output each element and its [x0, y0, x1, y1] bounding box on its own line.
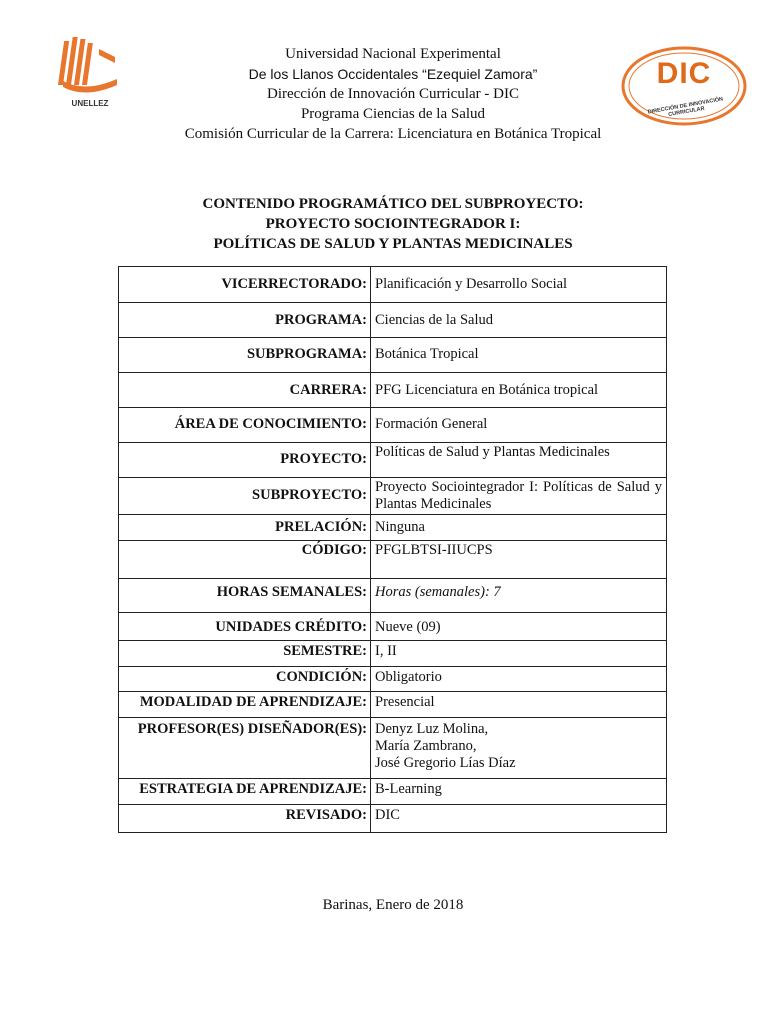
table-row	[119, 805, 667, 833]
row-value: PFG Licenciatura en Botánica tropical	[371, 373, 667, 408]
table-row	[119, 515, 667, 541]
table-row	[119, 267, 667, 303]
row-value: PFGLBTSI-IIUCPS	[371, 541, 667, 579]
row-key: VICERRECTORADO:	[119, 267, 371, 303]
table-row	[119, 779, 667, 805]
table-row	[119, 373, 667, 408]
table-row	[119, 338, 667, 373]
row-key: REVISADO:	[119, 805, 371, 833]
unellez-logo-text: UNELLEZ	[71, 99, 109, 108]
row-value: Horas (semanales): 7	[371, 579, 667, 613]
row-value: B-Learning	[371, 779, 667, 805]
header-line-programa: Programa Ciencias de la Salud	[300, 106, 486, 122]
row-key: MODALIDAD DE APRENDIZAJE:	[119, 692, 371, 718]
table-row	[119, 579, 667, 613]
row-value	[371, 718, 667, 779]
row-key: CARRERA:	[119, 373, 371, 408]
header-line-direccion: Dirección de Innovación Curricular - DIC	[267, 86, 519, 102]
row-value: Botánica Tropical	[371, 338, 667, 373]
table-row	[119, 443, 667, 478]
table-row	[119, 641, 667, 667]
row-key: PROGRAMA:	[119, 303, 371, 338]
row-key: ESTRATEGIA DE APRENDIZAJE:	[119, 779, 371, 805]
row-value: Obligatorio	[371, 667, 667, 692]
table-row	[119, 303, 667, 338]
row-value: Presencial	[371, 692, 667, 718]
place-date: Barinas, Enero de 2018	[322, 897, 464, 913]
row-key: SEMESTRE:	[119, 641, 371, 667]
header-line-comision: Comisión Curricular de la Carrera: Licenciatura en Botánica Tropical	[184, 126, 602, 142]
title-line-2: PROYECTO SOCIOINTEGRADOR I:	[265, 216, 521, 232]
table-row	[119, 667, 667, 692]
row-key: SUBPROGRAMA:	[119, 338, 371, 373]
designer-name: Denyz Luz Molina,	[375, 721, 489, 737]
dic-logo-text: DIC	[656, 57, 712, 90]
header-line-university: Universidad Nacional Experimental	[285, 46, 501, 62]
row-value: Planificación y Desarrollo Social	[371, 267, 667, 303]
designer-name: María Zambrano,	[375, 738, 477, 754]
row-value: Ninguna	[371, 515, 667, 541]
header-line-llanos: De los Llanos Occidentales “Ezequiel Zamora”	[248, 66, 538, 82]
row-value: Formación General	[371, 408, 667, 443]
row-value: Nueve (09)	[371, 613, 667, 641]
row-value: DIC	[371, 805, 667, 833]
row-value: Proyecto Sociointegrador I: Políticas de Salud y Plantas Medicinales	[371, 478, 667, 515]
subproject-info-table	[118, 266, 667, 833]
table-row	[119, 408, 667, 443]
table-row	[119, 478, 667, 515]
row-key: UNIDADES CRÉDITO:	[119, 613, 371, 641]
row-value: Políticas de Salud y Plantas Medicinales	[371, 443, 667, 478]
designer-name: José Gregorio Lías Díaz	[375, 755, 516, 771]
row-key: CÓDIGO:	[119, 541, 371, 579]
row-key: PROYECTO:	[119, 443, 371, 478]
row-key: ÁREA DE CONOCIMIENTO:	[119, 408, 371, 443]
row-key: SUBPROYECTO:	[119, 478, 371, 515]
table-row	[119, 718, 667, 779]
table-row	[119, 613, 667, 641]
row-key: PRELACIÓN:	[119, 515, 371, 541]
title-line-1: CONTENIDO PROGRAMÁTICO DEL SUBPROYECTO:	[202, 196, 584, 212]
row-key: CONDICIÓN:	[119, 667, 371, 692]
table-row	[119, 541, 667, 579]
table-row	[119, 692, 667, 718]
row-key: HORAS SEMANALES:	[119, 579, 371, 613]
row-value: I, II	[371, 641, 667, 667]
row-key: PROFESOR(ES) DISEÑADOR(ES):	[119, 718, 371, 779]
institution-header	[0, 44, 768, 144]
document-title	[0, 194, 768, 254]
row-value: Ciencias de la Salud	[371, 303, 667, 338]
dic-logo-subtext: DIRECCIÓN DE INNOVACIÓN CURRICULAR	[647, 96, 724, 119]
title-line-3: POLÍTICAS DE SALUD Y PLANTAS MEDICINALES	[213, 236, 573, 252]
